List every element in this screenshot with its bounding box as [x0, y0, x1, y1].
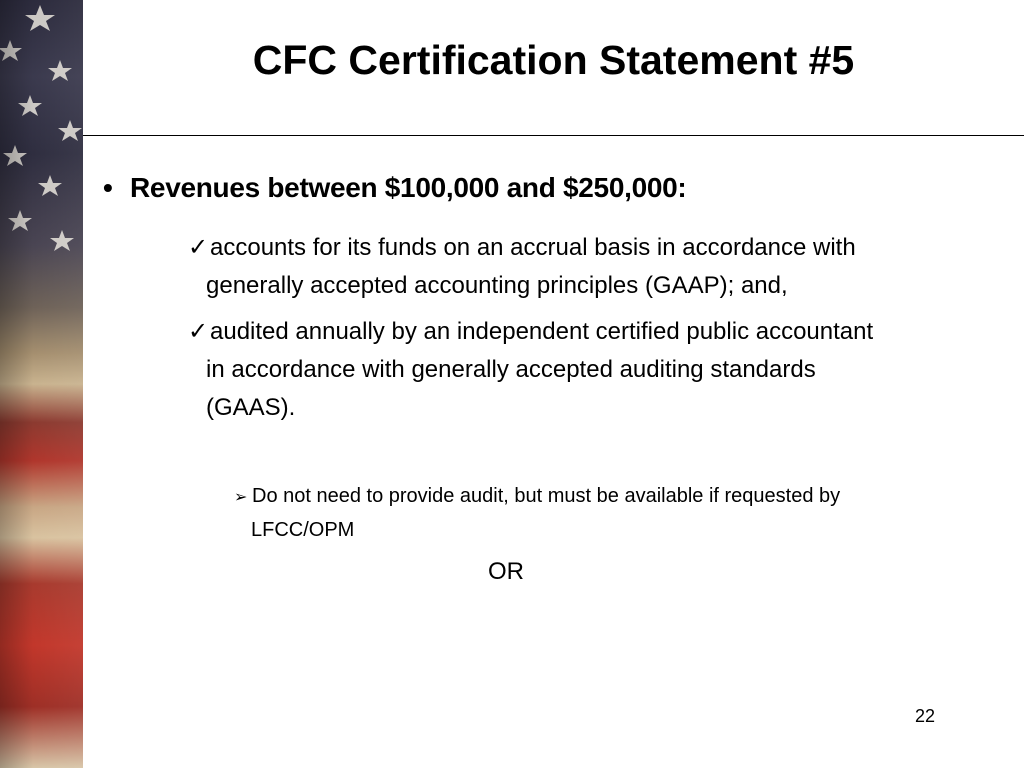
sub-bullet-text: Do not need to provide audit, but must be available if requested by — [252, 485, 841, 507]
check-icon: ✓ — [188, 318, 209, 345]
arrow-bullet-icon: ➢ — [234, 489, 248, 506]
sub-bullet-audit — [234, 480, 1014, 547]
slide-title: CFC Certification Statement #5 — [252, 37, 855, 83]
sub-bullet-text: LFCC/OPM — [251, 519, 355, 541]
main-bullet — [103, 172, 686, 204]
or-separator: OR — [488, 558, 524, 585]
page-number: 22 — [915, 706, 936, 726]
check-item-text: generally accepted accounting principles (GAAP); and, — [206, 272, 788, 299]
flag-stars-graphic — [0, 0, 83, 768]
flag-decoration-image — [0, 0, 83, 768]
check-item-gaas — [188, 313, 1008, 427]
check-item-text: audited annually by an independent certified public accountant — [210, 318, 874, 345]
check-icon: ✓ — [188, 234, 209, 261]
bullet-marker: • — [103, 172, 113, 203]
title-divider — [83, 135, 1024, 136]
check-item-gaap — [188, 229, 1008, 305]
main-bullet-text: Revenues between $100,000 and $250,000: — [130, 172, 687, 203]
check-item-text: accounts for its funds on an accrual basis in accordance with — [210, 234, 856, 261]
check-item-text: (GAAS). — [206, 394, 296, 421]
check-item-text: in accordance with generally accepted auditing standards — [206, 356, 816, 383]
